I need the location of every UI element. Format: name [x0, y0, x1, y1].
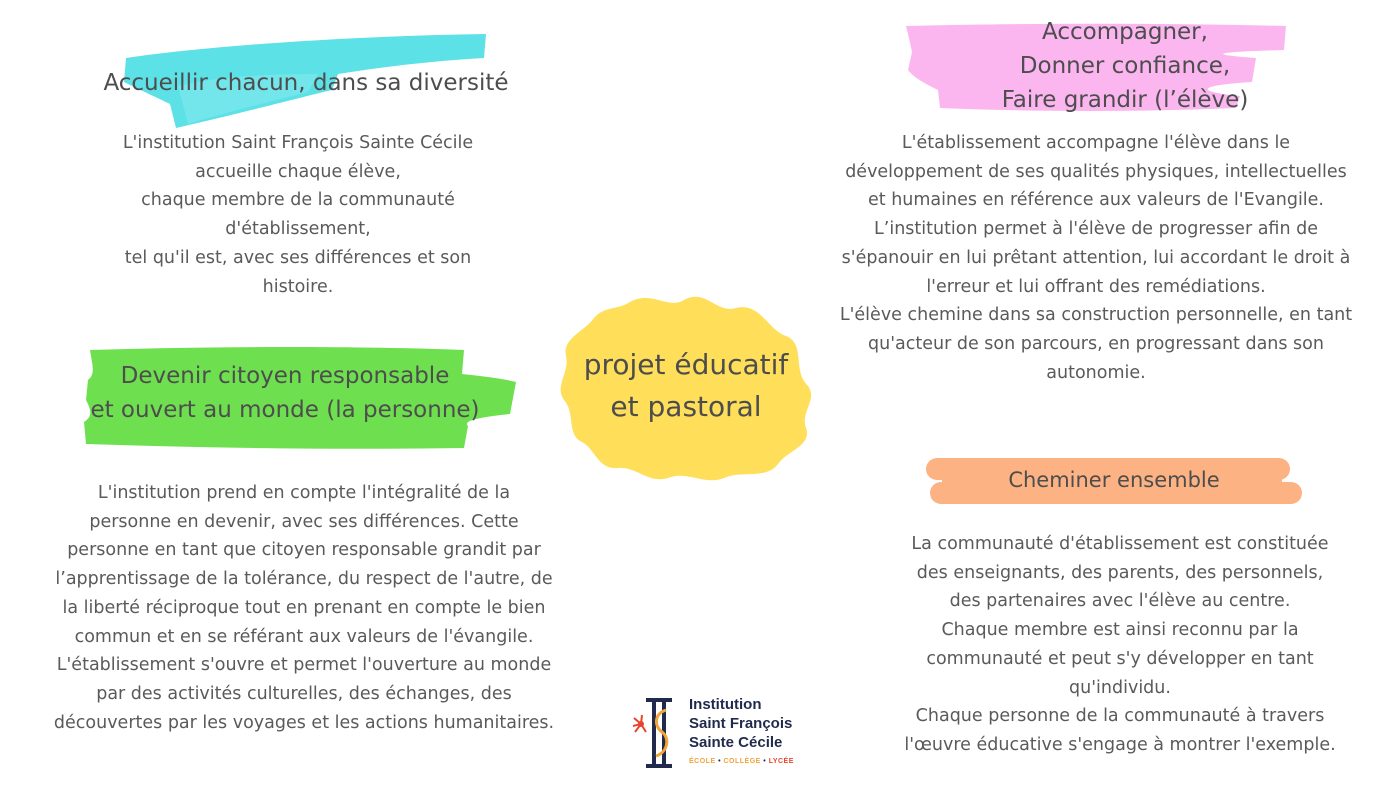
text-line: L'établissement s'ouvre et permet l'ouverture au monde — [56, 655, 552, 676]
paragraph-accompagner — [800, 129, 1392, 387]
text-line: des partenaires avec l'élève au centre. — [949, 591, 1291, 612]
text-line: chaque membre de la communauté — [141, 190, 455, 211]
paragraph-cheminer — [830, 530, 1400, 760]
text-line: s'épanouir en lui prêtant attention, lui accordant le droit à — [841, 247, 1351, 268]
text-line: L'institution prend en compte l'intégralité de la — [97, 483, 511, 503]
logo-line-1: Institution — [689, 696, 762, 713]
center-title — [556, 344, 816, 428]
tag-sep: • — [718, 758, 722, 765]
logo-line-2: Saint François — [689, 715, 793, 732]
text-line: l'œuvre éducative s'engage à montrer l'exemple. — [904, 734, 1336, 755]
heading-accueillir: Accueillir chacun, dans sa diversité — [103, 70, 509, 96]
tag-college: COLLÈGE — [723, 758, 761, 765]
heading-line: Donner confiance, — [1019, 53, 1231, 79]
text-line: découvertes par les voyages et les actions humanitaires. — [53, 712, 555, 733]
text-line: communauté et peut s'y développer en tant — [926, 648, 1314, 669]
heading-line: Accompagner, — [1042, 19, 1208, 45]
text-line: l'erreur et lui offrant des remédiations. — [926, 276, 1266, 297]
tag-ecole: ÉCOLE — [689, 758, 716, 765]
text-line: Chaque personne de la communauté à travers — [915, 706, 1325, 727]
institution-logo — [632, 694, 812, 774]
paragraph-citoyen — [14, 479, 594, 737]
center-title-line: et pastoral — [610, 390, 762, 423]
heading-line: Faire grandir (l’élève) — [1001, 87, 1249, 113]
text-line: l’apprentissage de la tolérance, du respect de l'autre, de — [55, 569, 553, 590]
text-line: qu'individu. — [1069, 677, 1171, 698]
text-line: commun et en se référant aux valeurs de l'évangile. — [74, 626, 534, 647]
logo-line-3: Sainte Cécile — [689, 734, 783, 751]
heading-cheminer: Cheminer ensemble — [1008, 468, 1220, 492]
text-line: personne en devenir, avec ses différences. Cette — [89, 511, 519, 532]
heading-line: Devenir citoyen responsable — [120, 363, 450, 389]
tag-lycee: LYCÉE — [768, 758, 794, 765]
paragraph-accueillir — [38, 129, 558, 301]
text-line: La communauté d'établissement est constituée — [911, 534, 1329, 554]
text-line: L’institution permet à l'élève de progresser afin de — [874, 219, 1318, 240]
text-line: des enseignants, des parents, des personnels, — [916, 562, 1324, 583]
text-line: Chaque membre est ainsi reconnu par la — [941, 620, 1299, 641]
text-line: qu'acteur de son parcours, en progressant dans son — [868, 333, 1324, 354]
text-line: d'établissement, — [225, 219, 371, 240]
heading-line: et ouvert au monde (la personne) — [90, 397, 480, 423]
text-line: personne en tant que citoyen responsable grandit par — [67, 540, 541, 561]
center-title-line: projet éducatif — [583, 348, 789, 381]
logo-tagline — [689, 758, 794, 765]
text-line: L'établissement accompagne l'élève dans le — [901, 133, 1291, 153]
text-line: autonomie. — [1046, 362, 1146, 383]
text-line: et humaines en référence aux valeurs de l'Evangile. — [868, 190, 1324, 211]
logo-emblem-icon — [632, 696, 678, 772]
tag-sep: • — [763, 758, 767, 765]
heading-accompagner — [920, 15, 1330, 117]
text-line: la liberté réciproque tout en prenant en compte le bien — [62, 597, 546, 618]
text-line: accueille chaque élève, — [195, 161, 401, 182]
text-line: L'élève chemine dans sa construction personnelle, en tant — [839, 305, 1353, 326]
text-line: tel qu'il est, avec ses différences et son — [124, 247, 472, 268]
text-line: par des activités culturelles, des échanges, des — [96, 683, 512, 704]
text-line: histoire. — [262, 276, 334, 297]
text-line: L'institution Saint François Sainte Cécile — [122, 133, 474, 153]
text-line: développement de ses qualités physiques, intellectuelles — [845, 161, 1347, 182]
heading-citoyen — [40, 359, 530, 427]
